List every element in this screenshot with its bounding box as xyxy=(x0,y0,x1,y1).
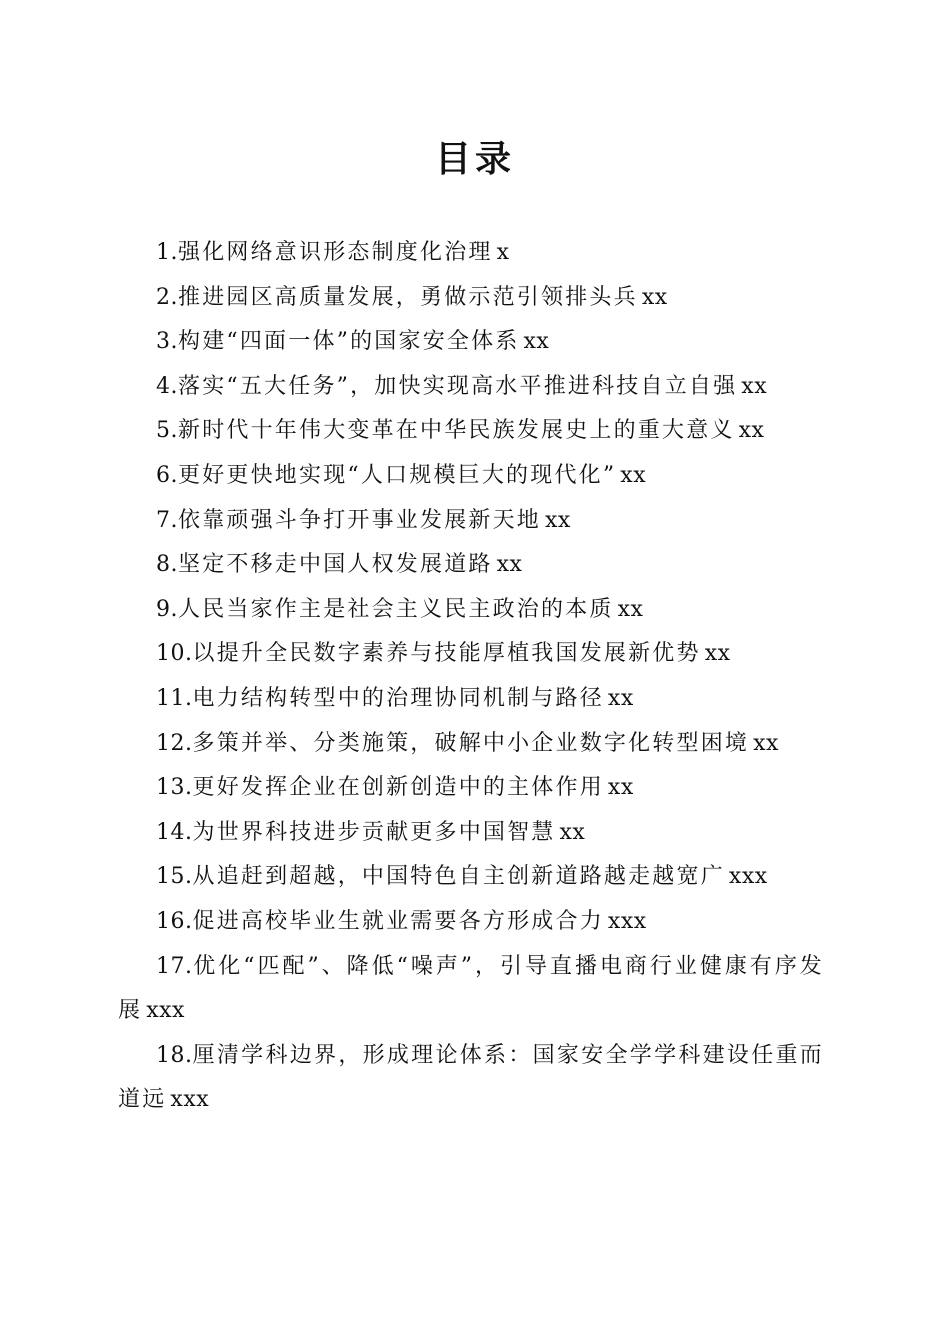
toc-item-number: 6. xyxy=(156,462,178,488)
toc-item-page: xx xyxy=(704,641,731,667)
table-of-contents xyxy=(118,231,824,1123)
toc-item-2 xyxy=(118,276,824,321)
toc-item-16 xyxy=(118,900,824,945)
toc-item-title: 构建“四面一体”的国家安全体系 xyxy=(178,329,520,355)
toc-item-number: 4. xyxy=(156,373,178,399)
toc-item-18 xyxy=(118,1034,824,1123)
toc-item-5 xyxy=(118,409,824,454)
toc-item-number: 16. xyxy=(156,908,193,934)
toc-item-title: 坚定不移走中国人权发展道路 xyxy=(178,552,493,578)
toc-item-page: xx xyxy=(617,596,644,622)
toc-item-title: 落实“五大任务”，加快实现高水平推进科技自立自强 xyxy=(178,373,738,399)
toc-item-title: 促进高校毕业生就业需要各方形成合力 xyxy=(192,908,604,934)
toc-item-number: 1. xyxy=(156,240,178,265)
toc-item-number: 12. xyxy=(156,730,193,756)
toc-item-number: 8. xyxy=(156,552,178,578)
toc-item-title: 厘清学科边界，形成理论体系：国家安全学学科建设任重而道远 xyxy=(118,1042,824,1113)
toc-item-17 xyxy=(118,945,824,1034)
toc-item-number: 10. xyxy=(156,641,193,667)
toc-item-page: xx xyxy=(559,819,586,845)
toc-item-number: 5. xyxy=(156,418,178,444)
toc-item-title: 依靠顽强斗争打开事业发展新天地 xyxy=(178,507,542,533)
toc-item-11 xyxy=(118,677,824,722)
toc-item-page: xx xyxy=(496,552,523,578)
toc-item-title: 新时代十年伟大变革在中华民族发展史上的重大意义 xyxy=(178,418,735,444)
toc-item-page: xx xyxy=(545,507,571,533)
toc-item-page: xx xyxy=(641,284,668,310)
toc-item-page: xx xyxy=(607,685,634,711)
toc-item-number: 17. xyxy=(156,953,193,979)
toc-item-title: 强化网络意识形态制度化治理 xyxy=(178,240,493,265)
toc-item-title: 以提升全民数字素养与技能厚植我国发展新优势 xyxy=(192,641,701,667)
toc-item-number: 9. xyxy=(156,596,178,622)
toc-item-page: xx xyxy=(523,329,550,355)
toc-item-3 xyxy=(118,320,824,365)
toc-item-title: 更好发挥企业在创新创造中的主体作用 xyxy=(192,775,604,801)
toc-item-page: xx xyxy=(607,775,634,801)
page-title: 目录 xyxy=(434,138,515,180)
toc-item-7 xyxy=(118,499,824,544)
toc-item-14 xyxy=(118,811,824,856)
toc-item-title: 从追赶到超越，中国特色自主创新道路越走越宽广 xyxy=(192,864,725,890)
toc-item-1 xyxy=(118,231,824,276)
toc-item-number: 3. xyxy=(156,329,178,355)
toc-item-page: x xyxy=(496,240,510,265)
toc-item-6 xyxy=(118,454,824,499)
toc-item-page: xx xyxy=(741,373,768,399)
toc-item-number: 13. xyxy=(156,775,193,801)
toc-item-10 xyxy=(118,632,824,677)
toc-item-number: 18. xyxy=(156,1042,193,1068)
toc-item-title: 电力结构转型中的治理协同机制与路径 xyxy=(192,685,604,711)
toc-item-13 xyxy=(118,766,824,811)
toc-item-page: xx xyxy=(738,418,765,444)
toc-item-title: 多策并举、分类施策，破解中小企业数字化转型困境 xyxy=(192,730,750,756)
toc-item-12 xyxy=(118,722,824,767)
toc-item-page: xx xyxy=(620,462,647,488)
toc-item-8 xyxy=(118,543,824,588)
toc-item-page: xx xyxy=(753,730,779,756)
toc-item-title: 优化“匹配”、降低“噪声”，引导直播电商行业健康有序发展 xyxy=(118,953,824,1024)
toc-item-page: xxx xyxy=(170,1087,210,1113)
toc-item-number: 15. xyxy=(156,864,193,890)
toc-item-page: xxx xyxy=(728,864,768,890)
toc-item-page: xxx xyxy=(146,998,185,1024)
toc-item-4 xyxy=(118,365,824,410)
toc-item-9 xyxy=(118,588,824,633)
toc-item-number: 11. xyxy=(156,685,193,711)
toc-item-title: 人民当家作主是社会主义民主政治的本质 xyxy=(178,596,614,622)
toc-item-title: 更好更快地实现“人口规模巨大的现代化” xyxy=(178,462,617,488)
toc-item-15 xyxy=(118,855,824,900)
toc-item-number: 14. xyxy=(156,819,193,845)
toc-item-page: xxx xyxy=(607,908,647,934)
toc-item-title: 为世界科技进步贡献更多中国智慧 xyxy=(192,819,556,845)
toc-item-number: 7. xyxy=(156,507,178,533)
toc-item-title: 推进园区高质量发展，勇做示范引领排头兵 xyxy=(178,284,638,310)
toc-item-number: 2. xyxy=(156,284,178,310)
